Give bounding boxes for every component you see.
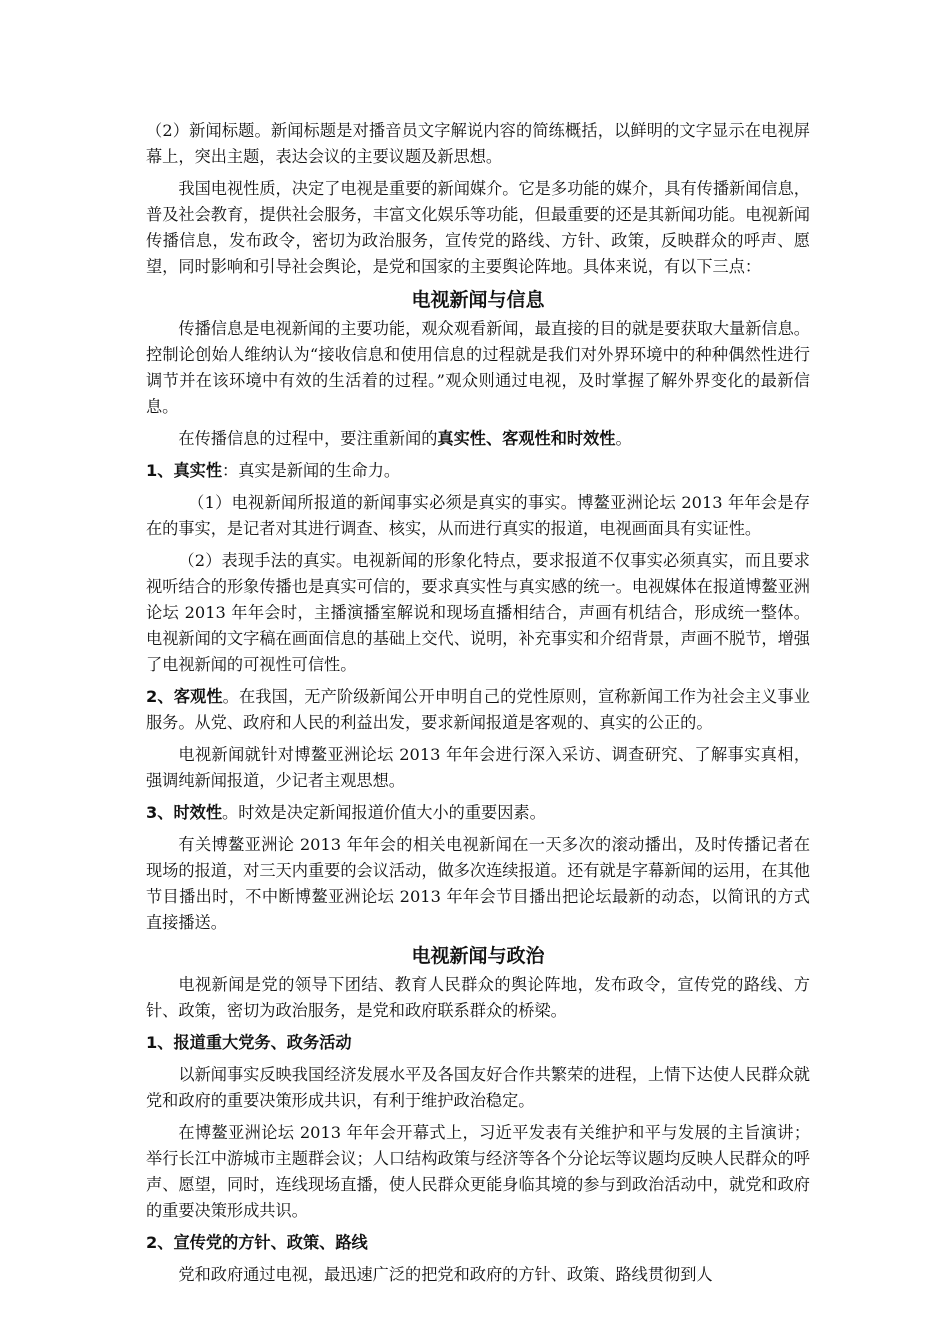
- paragraph-timeliness: 有关博鳌亚洲论 2013 年年会的相关电视新闻在一天多次的滚动播出，及时传播记者在现场的报道，对三天内重要的会议活动，做多次连续报道。还有就是字幕新闻的运用，在其他节目播出时，不中断博鳌亚洲论坛 2013 年年会节目播出把论坛最新的动态，以简讯的方式直接播送。: [146, 835, 810, 932]
- paragraph-authenticity-2: （2）表现手法的真实。电视新闻的形象化特点，要求报道不仅事实必须真实，而且要求视听结合的形象传播也是真实可信的，要求真实性与真实感的统一。电视媒体在报道博鳌亚洲论坛 2013 年年会时，主播演播室解说和现场直播相结合，声画有机结合，形成统一整体。电视新闻的文字稿在画面信息的基础上交代、说明，补充事实和介绍背景，声画不脱节，增强了电视新闻的可视性可信性。: [146, 551, 810, 674]
- subsection-timeliness: [146, 800, 810, 826]
- subsection-objectivity: [146, 684, 810, 736]
- paragraph-key-properties: [146, 426, 810, 452]
- key-properties-text-a: 在传播信息的过程中，要注重新闻的: [178, 429, 438, 448]
- paragraph-tv-nature: 我国电视性质，决定了电视是重要的新闻媒介。它是多功能的媒介，具有传播新闻信息，普及社会教育，提供社会服务，丰富文化娱乐等功能，但最重要的还是其新闻功能。电视新闻传播信息，发布政令，密切为政治服务，宣传党的路线、方针、政策，反映群众的呼声、愿望，同时影响和引导社会舆论，是党和国家的主要舆论阵地。具体来说，有以下三点：: [146, 179, 810, 276]
- authenticity-lead: 1、真实性: [146, 461, 223, 480]
- key-properties-text-c: 。: [615, 429, 632, 448]
- section-heading-information: 电视新闻与信息: [411, 289, 545, 311]
- subsection-party-affairs: 1、报道重大党务、政务活动: [146, 1033, 352, 1052]
- paragraph-party-affairs-1: 以新闻事实反映我国经济发展水平及各国友好合作共繁荣的进程，上情下达使人民群众就党和政府的重要决策形成共识，有利于维护政治稳定。: [146, 1065, 810, 1110]
- timeliness-lead: 3、时效性: [146, 803, 223, 822]
- key-properties-bold: 真实性、客观性和时效性: [437, 429, 616, 448]
- paragraph-authenticity-1: （1）电视新闻所报道的新闻事实必须是真实的事实。博鳌亚洲论坛 2013 年年会是存在的事实，是记者对其进行调查、核实，从而进行真实的报道，电视画面具有实证性。: [146, 493, 810, 538]
- objectivity-text: 。在我国，无产阶级新闻公开申明自己的党性原则，宣称新闻工作为社会主义事业服务。从党、政府和人民的利益出发，要求新闻报道是客观的、真实的公正的。: [146, 687, 810, 732]
- subsection-party-policy: 2、宣传党的方针、政策、路线: [146, 1233, 368, 1252]
- paragraph-party-affairs-2: 在博鳌亚洲论坛 2013 年年会开幕式上，习近平发表有关维护和平与发展的主旨演讲；举行长江中游城市主题群会议；人口结构政策与经济等各个分论坛等议题均反映人民群众的呼声、愿望，同时，连线现场直播，使人民群众更能身临其境的参与到政治活动中，就党和政府的重要决策形成共识。: [146, 1123, 810, 1220]
- subsection-authenticity: [146, 458, 810, 484]
- authenticity-text: ：真实是新闻的生命力。: [222, 461, 401, 480]
- paragraph-objectivity: 电视新闻就针对博鳌亚洲论坛 2013 年年会进行深入采访、调查研究、了解事实真相，强调纯新闻报道，少记者主观思想。: [146, 745, 810, 790]
- section-heading-politics: 电视新闻与政治: [411, 945, 545, 967]
- document-page: [146, 118, 810, 1294]
- paragraph-politics: 电视新闻是党的领导下团结、教育人民群众的舆论阵地，发布政令，宣传党的路线、方针、政策，密切为政治服务，是党和政府联系群众的桥梁。: [146, 975, 810, 1020]
- paragraph-party-policy: 党和政府通过电视，最迅速广泛的把党和政府的方针、政策、路线贯彻到人: [178, 1265, 713, 1284]
- objectivity-lead: 2、客观性: [146, 687, 223, 706]
- paragraph-information: 传播信息是电视新闻的主要功能，观众观看新闻，最直接的目的就是要获取大量新信息。控制论创始人维纳认为“接收信息和使用信息的过程就是我们对外界环境中的种种偶然性进行调节并在该环境中有效的生活着的过程。”观众则通过电视，及时掌握了解外界变化的最新信息。: [146, 319, 810, 416]
- paragraph-news-title: （2）新闻标题。新闻标题是对播音员文字解说内容的简练概括，以鲜明的文字显示在电视屏幕上，突出主题，表达会议的主要议题及新思想。: [146, 121, 810, 166]
- timeliness-text: 。时效是决定新闻报道价值大小的重要因素。: [222, 803, 546, 822]
